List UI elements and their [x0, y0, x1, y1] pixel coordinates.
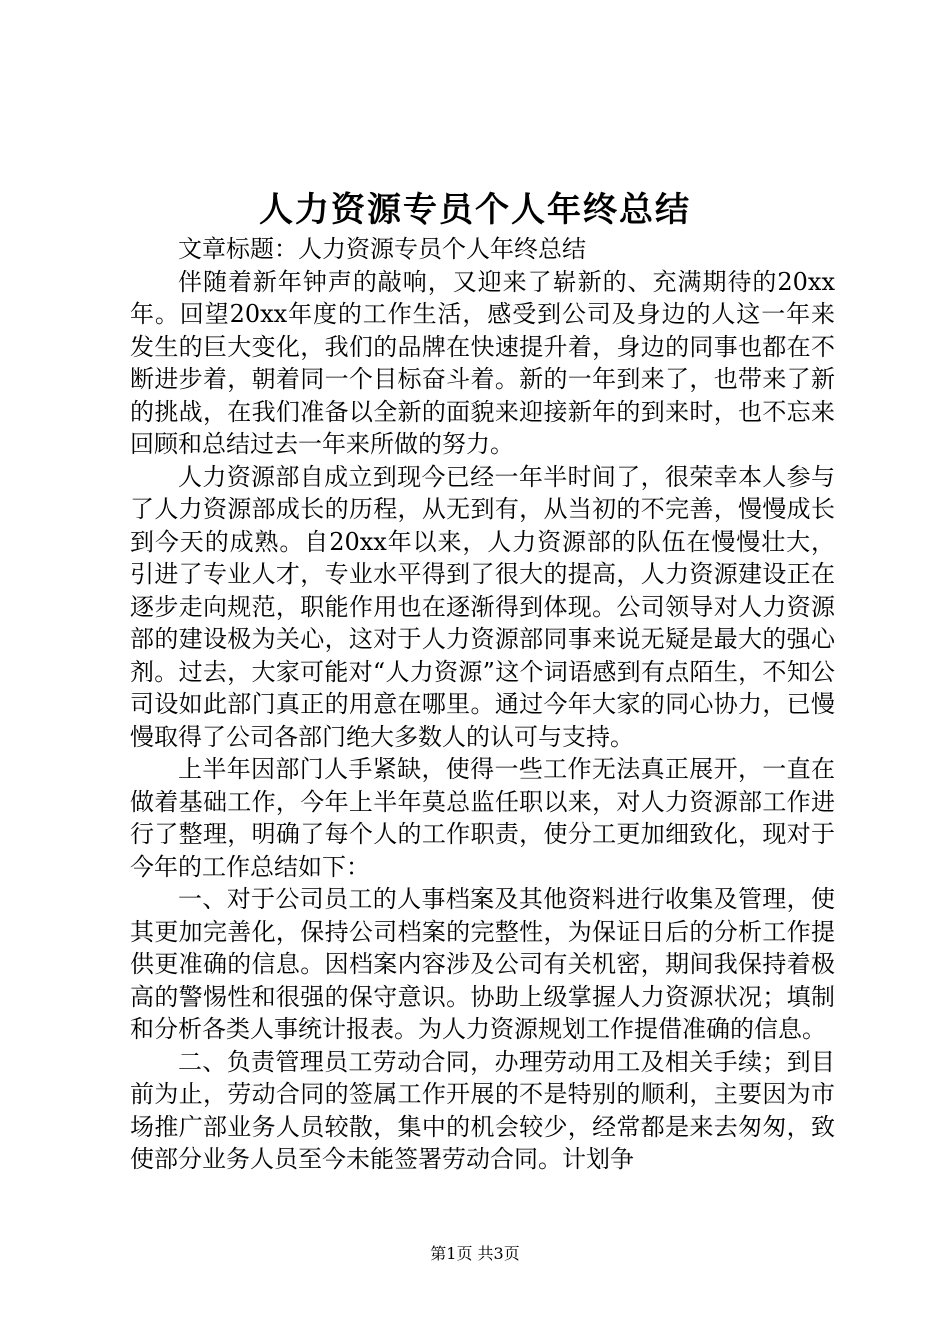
document-title: 人力资源专员个人年终总结 — [259, 190, 691, 230]
page-footer: 第1页 共3页 — [430, 1244, 520, 1263]
paragraph: 二、负责管理员工劳动合同，办理劳动用工及相关手续；到目前为止，劳动合同的签属工作开展的不是特别的顺利，主要因为市场推广部业务人员较散，集中的机会较少，经常都是来去匆匆，致使部分业务人员至今未能签署劳动合同。计划争 — [130, 1047, 835, 1173]
article-title-line: 文章标题：人力资源专员个人年终总结 — [178, 235, 586, 263]
document-body — [130, 233, 835, 1176]
paragraph: 伴随着新年钟声的敲响，又迎来了崭新的、充满期待的20xx年。回望20xx年度的工作生活，感受到公司及身边的人这一年来发生的巨大变化，我们的品牌在快速提升着，身边的同事也都在不断进步着，朝着同一个目标奋斗着。新的一年到来了，也带来了新的挑战，在我们准备以全新的面貌来迎接新年的到来时，也不忘来回顾和总结过去一年来所做的努力。 — [130, 267, 835, 458]
paragraph: 上半年因部门人手紧缺，使得一些工作无法真正展开，一直在做着基础工作，今年上半年莫总监任职以来，对人力资源部工作进行了整理，明确了每个人的工作职责，使分工更加细致化，现对于今年的工作总结如下： — [130, 755, 835, 881]
paragraph: 人力资源部自成立到现今已经一年半时间了，很荣幸本人参与了人力资源部成长的历程，从无到有，从当初的不完善，慢慢成长到今天的成熟。自20xx年以来，人力资源部的队伍在慢慢壮大，引进了专业人才，专业水平得到了很大的提高，人力资源建设正在逐步走向规范，职能作用也在逐渐得到体现。公司领导对人力资源部的建设极为关心，这对于人力资源部同事来说无疑是最大的强心剂。过去，大家可能对“人力资源”这个词语感到有点陌生，不知公司设如此部门真正的用意在哪里。通过今年大家的同心协力，已慢慢取得了公司各部门绝大多数人的认可与支持。 — [130, 462, 835, 751]
paragraph: 一、对于公司员工的人事档案及其他资料进行收集及管理，使其更加完善化，保持公司档案的完整性，为保证日后的分析工作提供更准确的信息。因档案内容涉及公司有关机密，期间我保持着极高的警惕性和很强的保守意识。协助上级掌握人力资源状况；填制和分析各类人事统计报表。为人力资源规划工作提借准确的信息。 — [130, 885, 835, 1043]
